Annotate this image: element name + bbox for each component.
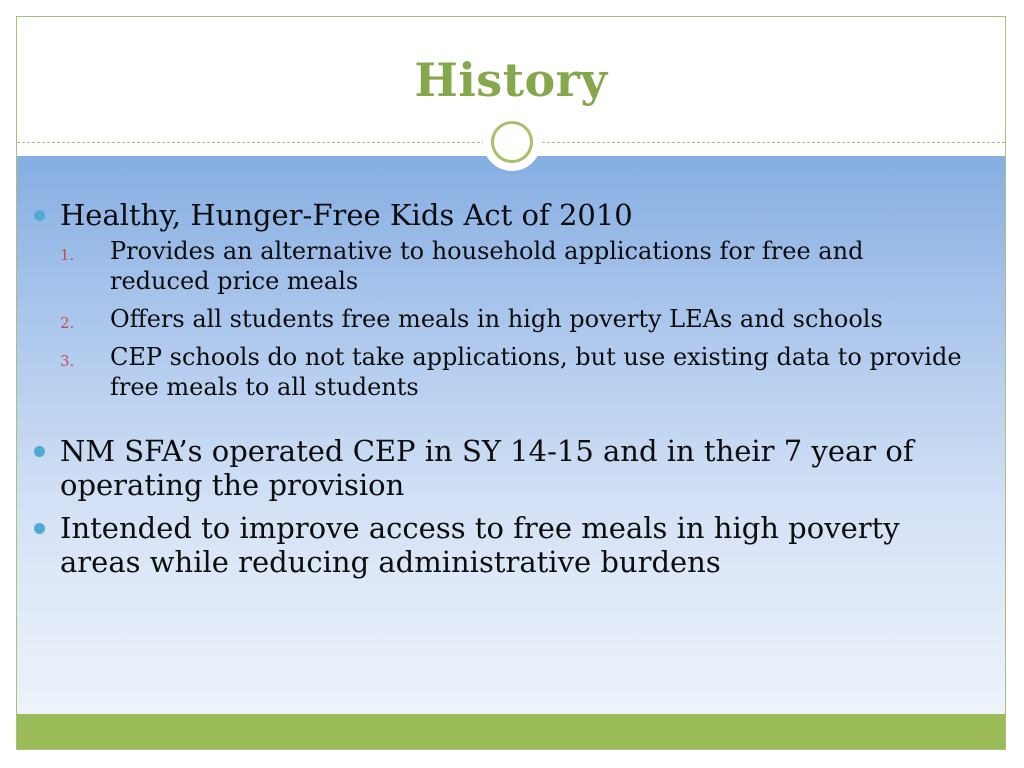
- bullet-dot-icon: [34, 523, 45, 534]
- footer-bar: [17, 714, 1005, 749]
- numbered-sublist: [32, 236, 962, 402]
- sublist-item: [32, 342, 962, 402]
- bullet-item: [32, 511, 962, 579]
- bullet-text: NM SFA’s operated CEP in SY 14-15 and in their 7 year of operating the provision: [60, 434, 914, 502]
- bullet-dot-icon: [34, 210, 45, 221]
- sublist-item: [32, 236, 962, 296]
- sublist-text: Offers all students free meals in high poverty LEAs and schools: [110, 305, 883, 333]
- bullet-item: [32, 198, 962, 232]
- sublist-number: 3.: [60, 352, 75, 370]
- sublist-item: [32, 304, 962, 334]
- circle-ornament-icon: [483, 113, 541, 171]
- slide-title: History: [414, 53, 608, 107]
- bullet-text: Healthy, Hunger-Free Kids Act of 2010: [60, 198, 633, 232]
- spacer: [32, 410, 962, 434]
- circle-ring-icon: [491, 121, 533, 163]
- bullet-dot-icon: [34, 446, 45, 457]
- bullet-list: [32, 198, 962, 579]
- sublist-text: CEP schools do not take applications, but use existing data to provide free meals to all students: [110, 343, 962, 401]
- sublist-text: Provides an alternative to household applications for free and reduced price meals: [110, 237, 864, 295]
- bullet-item: [32, 434, 962, 502]
- sublist-number: 2.: [60, 314, 75, 332]
- sublist-number: 1.: [60, 246, 75, 264]
- bullet-text: Intended to improve access to free meals in high poverty areas while reducing administrative burdens: [60, 511, 900, 579]
